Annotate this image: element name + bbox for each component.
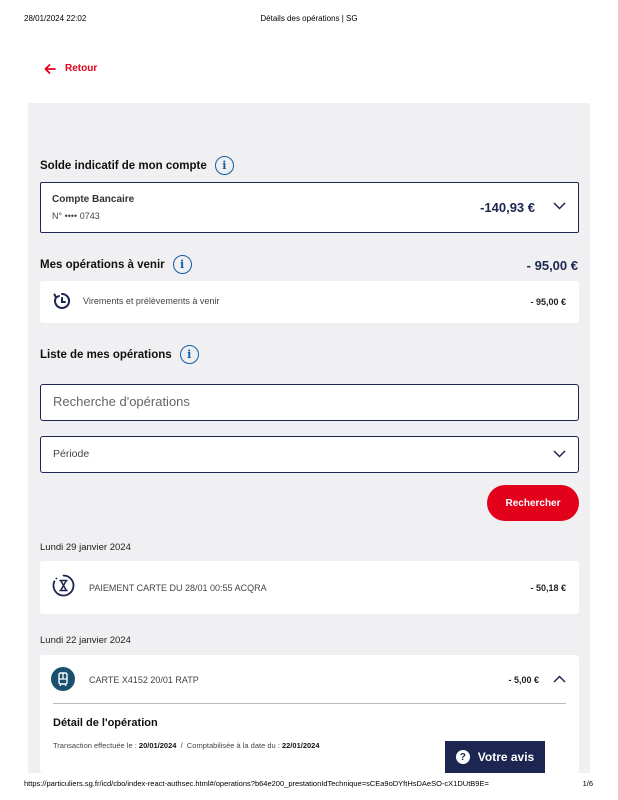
print-url: https://particuliers.sg.fr/icd/cbo/index-react-authsec.html#/operations?b64e200_prestationIdTechnique=sCEa9oDYftHsDAeSO-cX1DUtB9E= bbox=[24, 779, 489, 788]
print-title: Détails des opérations | SG bbox=[260, 14, 358, 23]
divider bbox=[53, 703, 566, 704]
transaction-date: 20/01/2024 bbox=[138, 741, 177, 750]
operation-amount: - 50,18 € bbox=[530, 583, 566, 593]
balance-title-text: Solde indicatif de mon compte bbox=[40, 159, 207, 172]
date-separator: / bbox=[180, 741, 183, 750]
operation-label: PAIEMENT CARTE DU 28/01 00:55 ACQRA bbox=[89, 583, 267, 593]
period-select[interactable] bbox=[40, 436, 579, 473]
chevron-down-icon bbox=[553, 202, 566, 210]
date-heading: Lundi 29 janvier 2024 bbox=[40, 542, 131, 553]
upcoming-row-label: Virements et prélèvements à venir bbox=[83, 296, 220, 306]
transport-icon bbox=[51, 667, 75, 691]
accounting-date: 22/01/2024 bbox=[281, 741, 320, 750]
chevron-up-icon[interactable] bbox=[553, 675, 566, 683]
search-button[interactable]: Rechercher bbox=[487, 485, 579, 521]
operation-label: CARTE X4152 20/01 RATP bbox=[89, 675, 199, 685]
operations-section-title bbox=[40, 345, 199, 364]
period-label: Période bbox=[53, 448, 90, 460]
detail-dates bbox=[53, 741, 320, 750]
operation-amount: - 5,00 € bbox=[508, 675, 539, 685]
operation-row[interactable] bbox=[40, 561, 579, 614]
back-label: Retour bbox=[65, 63, 98, 74]
info-icon[interactable]: i bbox=[215, 156, 234, 175]
print-date: 28/01/2024 22:02 bbox=[24, 14, 87, 23]
transaction-date-label: Transaction effectuée le : bbox=[53, 741, 137, 750]
detail-title: Détail de l'opération bbox=[53, 717, 158, 729]
account-number: N° •••• 0743 bbox=[52, 211, 100, 221]
print-header bbox=[0, 14, 618, 26]
search-field[interactable] bbox=[40, 384, 579, 421]
feedback-label: Votre avis bbox=[477, 750, 535, 764]
info-icon[interactable]: i bbox=[173, 255, 192, 274]
date-heading: Lundi 22 janvier 2024 bbox=[40, 635, 131, 646]
search-input[interactable] bbox=[53, 394, 553, 409]
question-icon: ? bbox=[456, 750, 470, 764]
clock-history-icon bbox=[52, 291, 72, 311]
info-icon[interactable]: i bbox=[180, 345, 199, 364]
hourglass-icon bbox=[51, 573, 76, 598]
account-balance: -140,93 € bbox=[480, 200, 535, 215]
operations-title-text: Liste de mes opérations bbox=[40, 348, 172, 361]
upcoming-operations-row[interactable] bbox=[40, 281, 579, 323]
chevron-down-icon bbox=[553, 450, 566, 458]
upcoming-total: - 95,00 € bbox=[526, 258, 578, 273]
page-number: 1/6 bbox=[582, 779, 593, 788]
upcoming-section-title bbox=[40, 255, 192, 274]
upcoming-title-text: Mes opérations à venir bbox=[40, 258, 165, 271]
balance-section-title bbox=[40, 156, 234, 175]
arrow-left-icon bbox=[44, 64, 56, 74]
account-name: Compte Bancaire bbox=[52, 194, 135, 205]
feedback-button[interactable] bbox=[445, 741, 545, 773]
back-link[interactable] bbox=[44, 63, 97, 74]
account-selector[interactable] bbox=[40, 182, 579, 233]
accounting-date-label: Comptabilisée à la date du : bbox=[186, 741, 280, 750]
upcoming-row-amount: - 95,00 € bbox=[530, 297, 566, 307]
